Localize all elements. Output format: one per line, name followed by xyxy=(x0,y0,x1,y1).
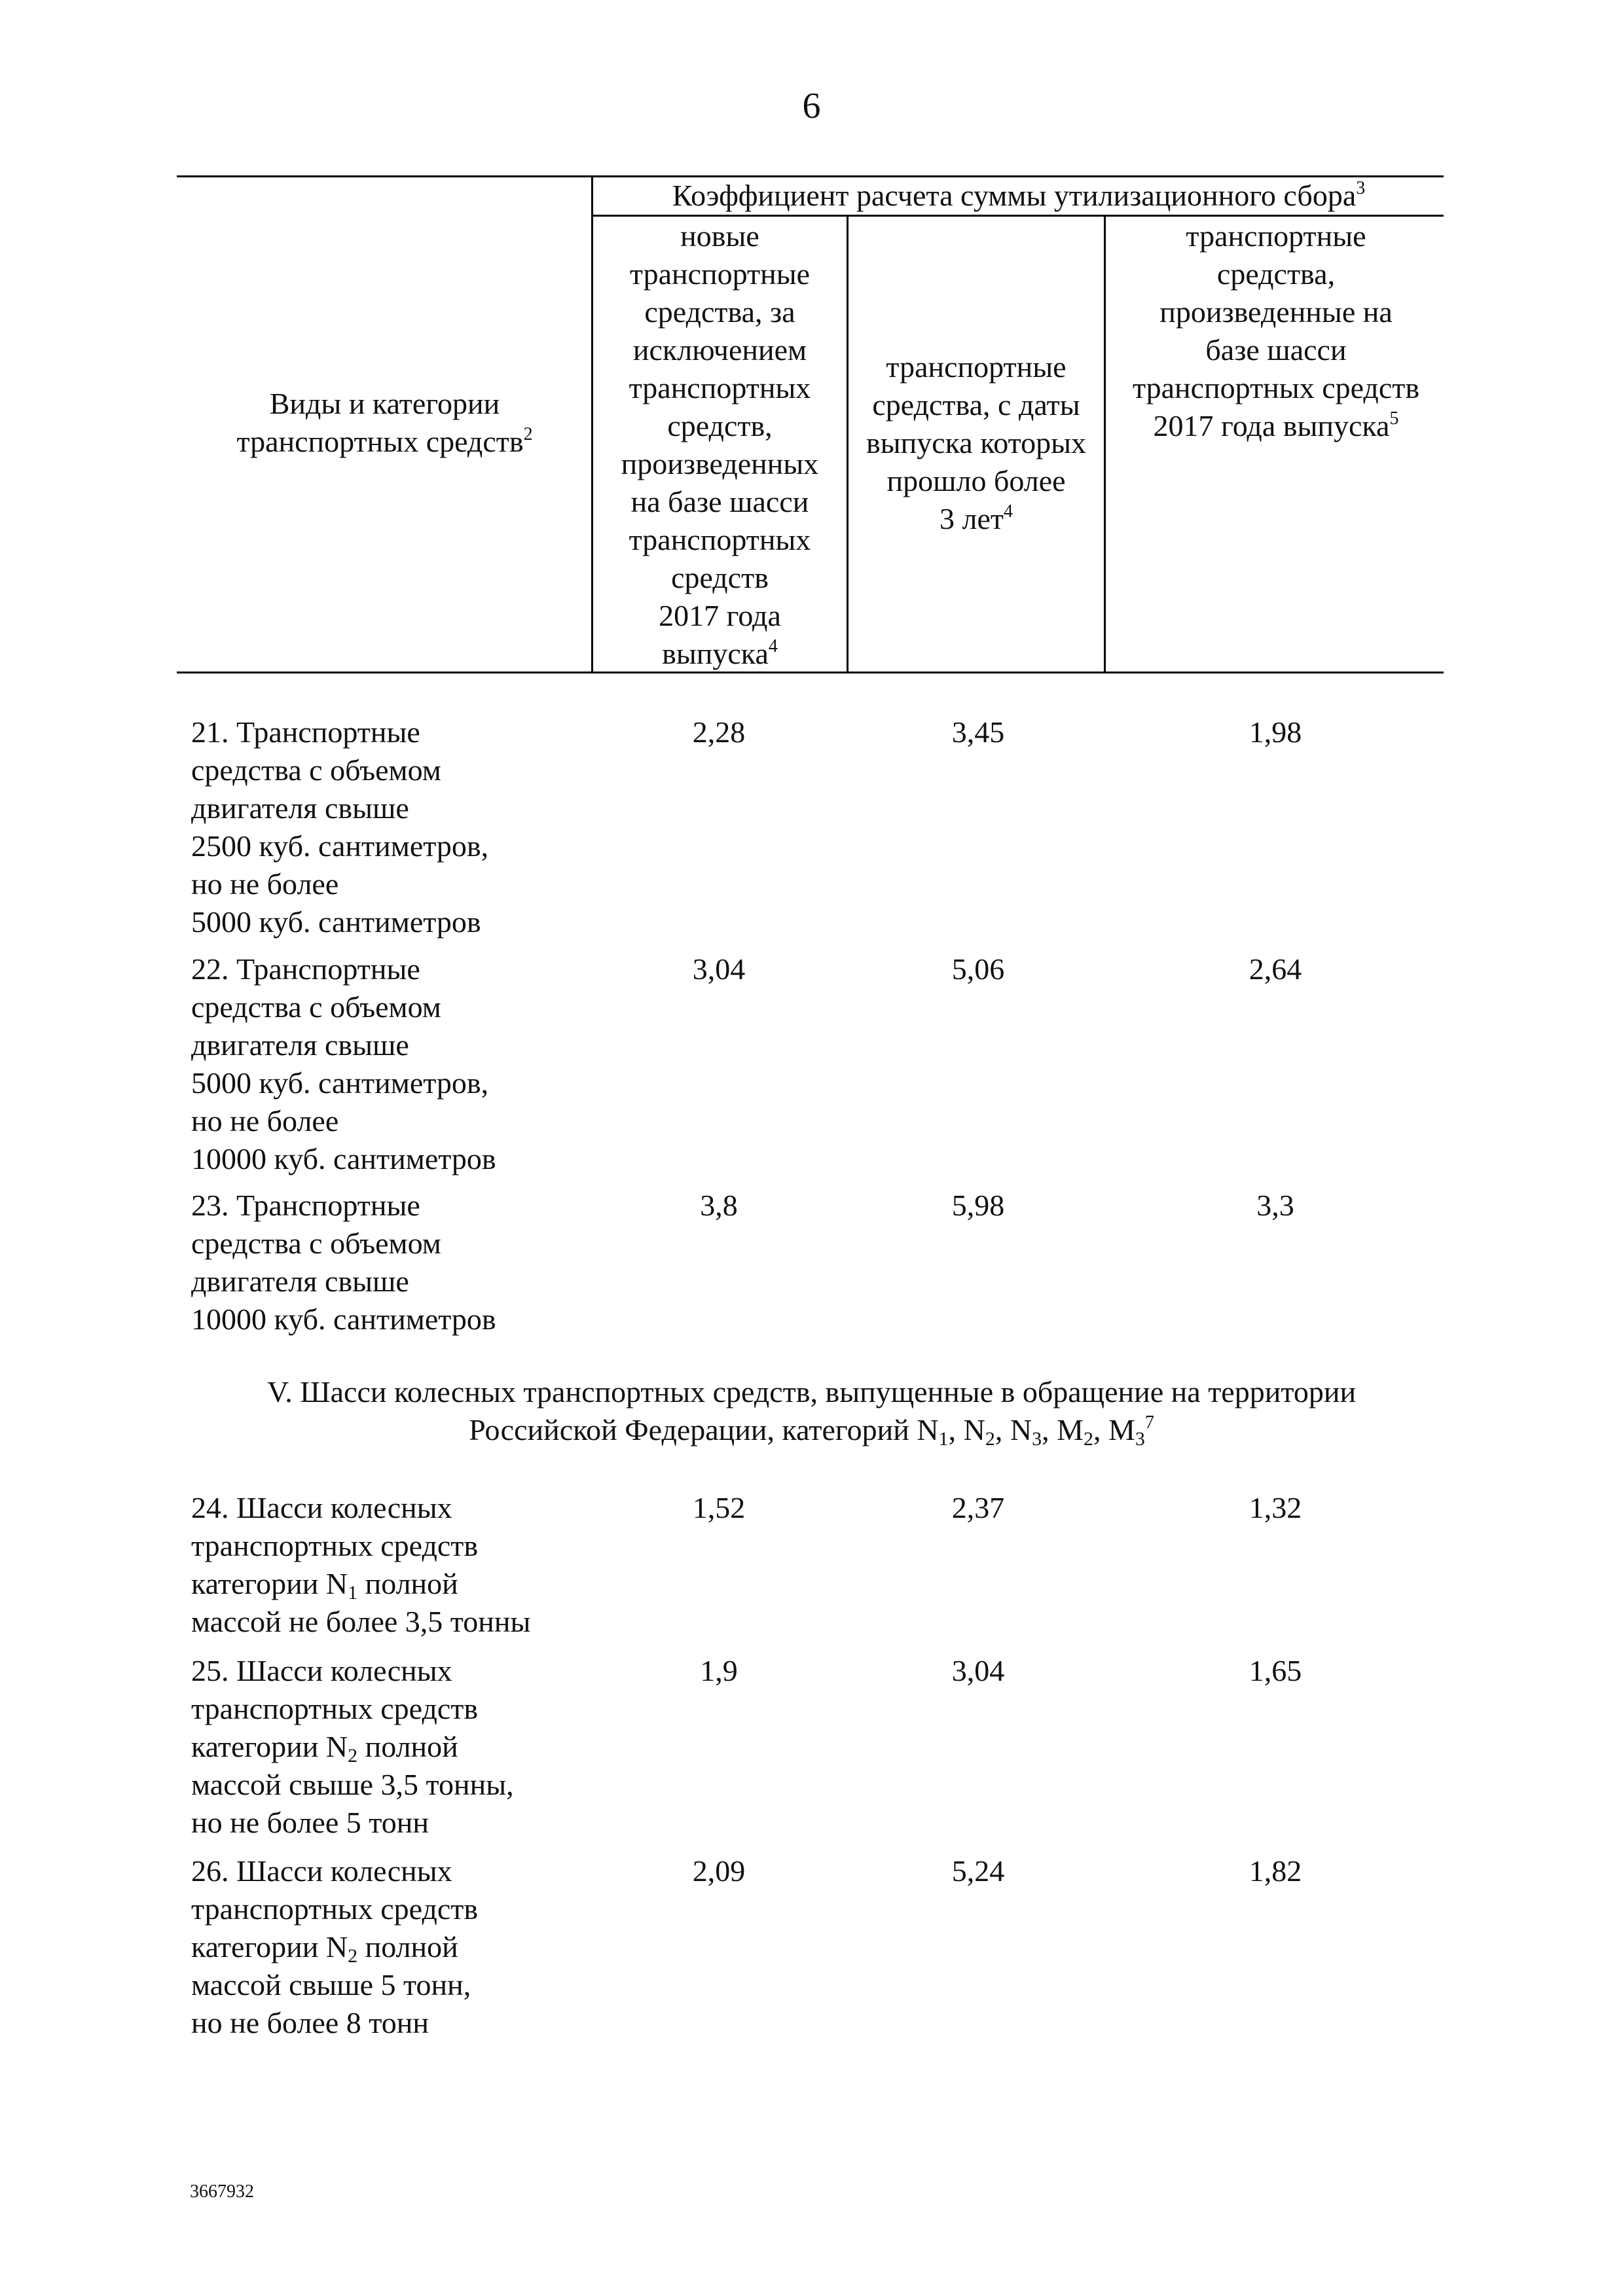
row-22-value-2: 5,06 xyxy=(951,952,1005,986)
row-25-value-3: 1,65 xyxy=(1249,1654,1302,1687)
header-col-categories: Виды и категории транспортных средств$^2$ xyxy=(236,387,533,458)
row-26-label: 26. Шасси колесных транспортных средств категории $N_2$ полной массой свыше 5 тонн, но не более 8 тонн xyxy=(191,1854,479,2039)
row-25-value-2: 3,04 xyxy=(951,1654,1005,1687)
row-23-value-3: 3,3 xyxy=(1256,1189,1294,1222)
row-25-value-1: 1,9 xyxy=(700,1654,738,1687)
row-23-value-1: 3,8 xyxy=(700,1189,738,1222)
row-26-value-2: 5,24 xyxy=(951,1854,1005,1888)
header-col-older-3-years: транспортные средства, с даты выпуска которых прошло более 3 лет$^4$ xyxy=(866,350,1087,535)
header-col-chassis-2017: транспортные средства, произведенные на базе шасси транспортных средств 2017 года выпуска$^5$ xyxy=(1132,219,1420,442)
row-24-value-3: 1,32 xyxy=(1249,1491,1302,1524)
row-23-value-2: 5,98 xyxy=(951,1189,1005,1222)
row-24-value-1: 1,52 xyxy=(692,1491,746,1524)
row-26-value-3: 1,82 xyxy=(1249,1854,1302,1888)
row-24-value-2: 2,37 xyxy=(951,1491,1005,1524)
header-col-new-vehicles: новые транспортные средства, за исключением транспортных средств, произведенных на базе шасси транспортных средств 2017 года выпуска$^4$ xyxy=(621,219,819,670)
section-heading: V. Шасси колесных транспортных средств, выпущенные в обращение на территории Российской Федерации, категорий $N_1$, $N_2$, $N_3$, $M_2$, $M_3^7$ xyxy=(266,1375,1357,1450)
row-22-value-3: 2,64 xyxy=(1249,952,1302,986)
row-23-label: 23. Транспортные средства с объемом двигателя свыше 10000 куб. сантиметров xyxy=(191,1189,496,1336)
row-21-value-2: 3,45 xyxy=(951,715,1005,749)
row-22-label: 22. Транспортные средства с объемом двигателя свыше 5000 куб. сантиметров, но не более 10000 куб. сантиметров xyxy=(191,952,496,1175)
header-group-rule xyxy=(593,215,1444,217)
row-24-label: 24. Шасси колесных транспортных средств категории $N_1$ полной массой не более 3,5 тонны xyxy=(191,1491,531,1638)
row-21-value-1: 2,28 xyxy=(692,715,746,749)
header-group-coefficient: Коэффициент расчета суммы утилизационного сбора$^3$ xyxy=(672,178,1366,212)
document-code: 3667932 xyxy=(190,2181,254,2202)
row-25-label: 25. Шасси колесных транспортных средств категории $N_2$ полной массой свыше 3,5 тонны, но не более 5 тонн xyxy=(191,1654,514,1839)
row-21-label: 21. Транспортные средства с объемом двигателя свыше 2500 куб. сантиметров, но не более 5000 куб. сантиметров xyxy=(191,715,489,939)
row-22-value-1: 3,04 xyxy=(692,952,746,986)
row-26-value-1: 2,09 xyxy=(692,1854,746,1888)
page-number: 6 xyxy=(802,86,821,126)
row-21-value-3: 1,98 xyxy=(1249,715,1302,749)
